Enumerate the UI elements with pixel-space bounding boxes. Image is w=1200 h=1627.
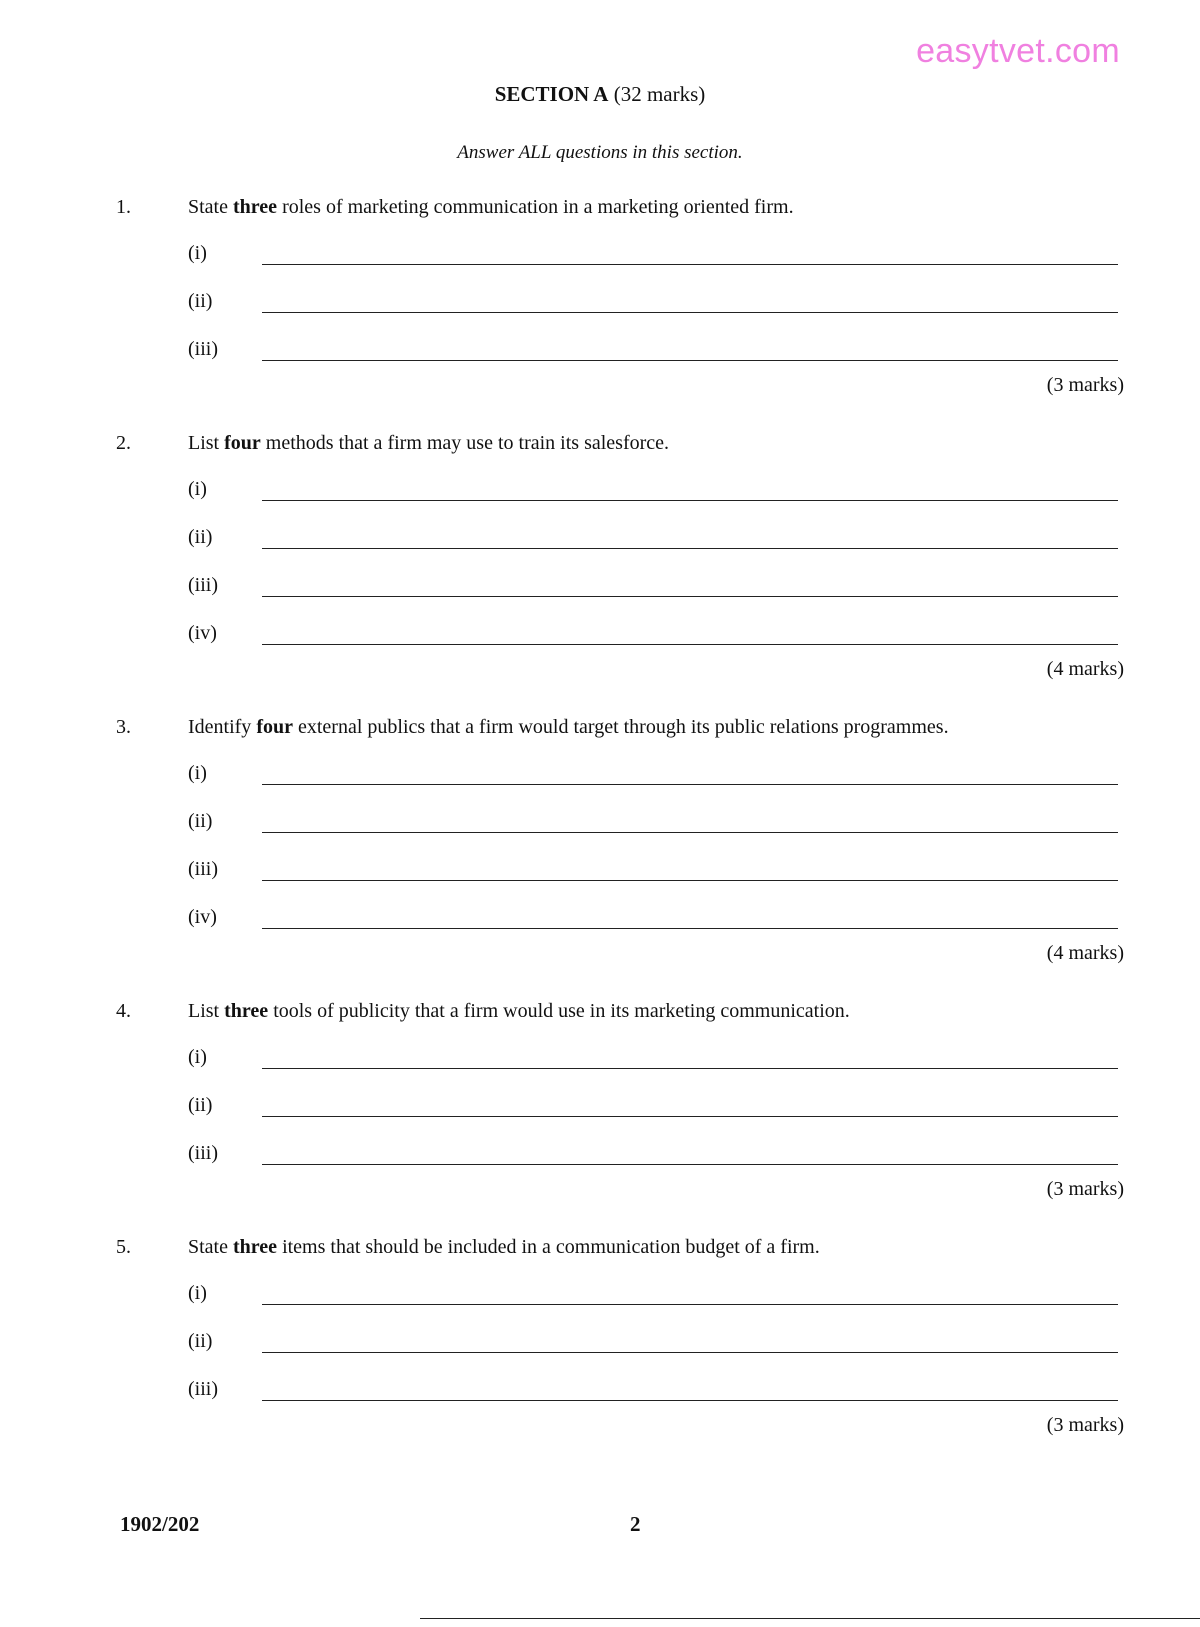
question-marks: (3 marks) xyxy=(1046,1414,1124,1436)
answer-rule xyxy=(262,1116,1118,1117)
answer-rule xyxy=(262,784,1118,785)
question-text: List three tools of publicity that a firm would use in its marketing communication. xyxy=(188,1000,850,1022)
section-title xyxy=(0,82,1200,107)
answer-line-iii[interactable]: (iii) xyxy=(188,1378,1128,1408)
bottom-rule xyxy=(420,1618,1200,1619)
question-text: Identify four external publics that a firm would target through its public relations programmes. xyxy=(188,716,949,738)
answer-line-i[interactable]: (i) xyxy=(188,242,1128,272)
answer-line-iv[interactable]: (iv) xyxy=(188,622,1128,652)
question-number: 1. xyxy=(116,196,131,218)
answer-line-iii[interactable]: (iii) xyxy=(188,1142,1128,1172)
answer-rule xyxy=(262,1352,1118,1353)
answer-rule xyxy=(262,1164,1118,1165)
question-marks: (3 marks) xyxy=(1046,374,1124,396)
answer-line-ii[interactable]: (ii) xyxy=(188,526,1128,556)
answer-rule xyxy=(262,880,1118,881)
answer-line-ii[interactable]: (ii) xyxy=(188,1094,1128,1124)
answer-line-iii[interactable]: (iii) xyxy=(188,338,1128,368)
question-marks: (4 marks) xyxy=(1046,942,1124,964)
answer-line-i[interactable]: (i) xyxy=(188,762,1128,792)
question-marks: (4 marks) xyxy=(1046,658,1124,680)
answer-line-ii[interactable]: (ii) xyxy=(188,1330,1128,1360)
answer-rule xyxy=(262,360,1118,361)
paper-code: 1902/202 xyxy=(120,1512,200,1536)
answer-rule xyxy=(262,1304,1118,1305)
answer-rule xyxy=(262,596,1118,597)
question-number: 2. xyxy=(116,432,131,454)
answer-line-iii[interactable]: (iii) xyxy=(188,858,1128,888)
answer-rule xyxy=(262,644,1118,645)
answer-rule xyxy=(262,928,1118,929)
answer-rule xyxy=(262,548,1118,549)
answer-rule xyxy=(262,312,1118,313)
answer-line-i[interactable]: (i) xyxy=(188,478,1128,508)
answer-rule xyxy=(262,832,1118,833)
answer-line-ii[interactable]: (ii) xyxy=(188,810,1128,840)
question-text: State three roles of marketing communication in a marketing oriented firm. xyxy=(188,196,794,218)
answer-rule xyxy=(262,500,1118,501)
answer-line-ii[interactable]: (ii) xyxy=(188,290,1128,320)
section-title-label: SECTION A xyxy=(494,82,609,106)
question-number: 5. xyxy=(116,1236,131,1258)
question-marks: (3 marks) xyxy=(1046,1178,1124,1200)
watermark: easytvet.com xyxy=(916,32,1120,70)
question-text: List four methods that a firm may use to train its salesforce. xyxy=(188,432,670,454)
answer-line-i[interactable]: (i) xyxy=(188,1046,1128,1076)
answer-rule xyxy=(262,264,1118,265)
answer-line-iv[interactable]: (iv) xyxy=(188,906,1128,936)
section-title-marks: (32 marks) xyxy=(608,82,706,106)
question-text: State three items that should be included in a communication budget of a firm. xyxy=(188,1236,820,1258)
question-number: 3. xyxy=(116,716,131,738)
answer-rule xyxy=(262,1068,1118,1069)
answer-line-i[interactable]: (i) xyxy=(188,1282,1128,1312)
question-number: 4. xyxy=(116,1000,131,1022)
answer-line-iii[interactable]: (iii) xyxy=(188,574,1128,604)
section-instruction: Answer ALL questions in this section. xyxy=(457,142,743,163)
page-number: 2 xyxy=(630,1512,641,1536)
answer-rule xyxy=(262,1400,1118,1401)
